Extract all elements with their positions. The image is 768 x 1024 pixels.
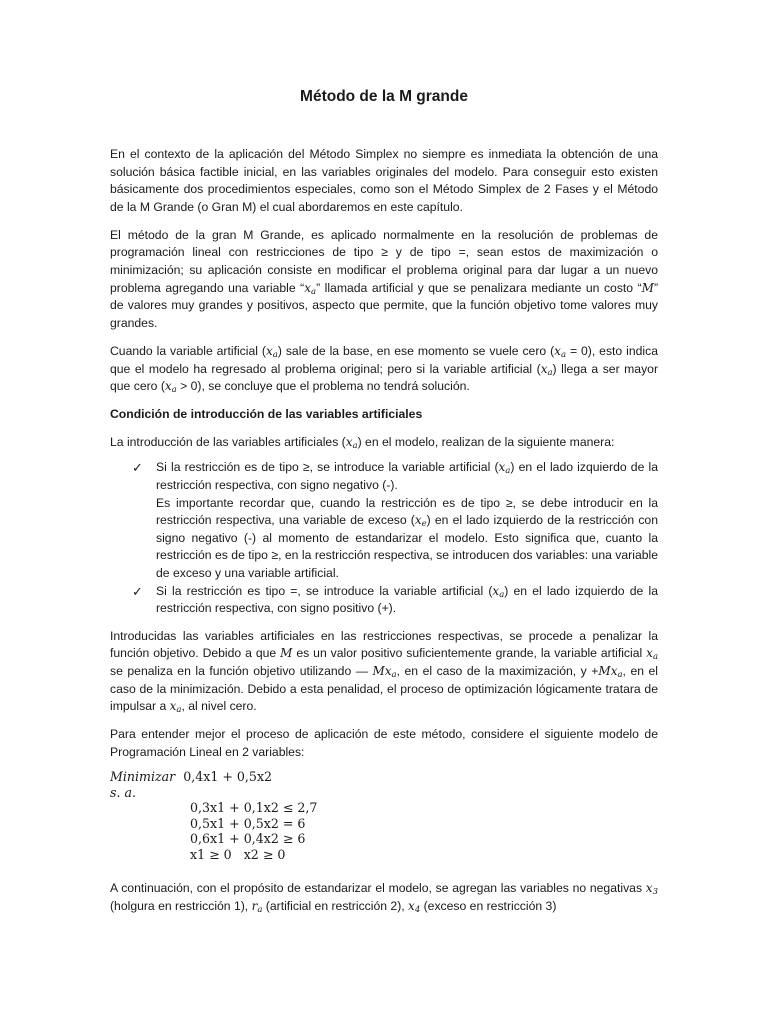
list-item: ✓ Si la restricción es tipo =, se introduce la variable artificial $(x_a)$ en el lado izquierdo de la restricción respectiva, con signo positivo (+). xyxy=(132,583,658,616)
constraint-1: 0,3x1 + 0,1x2 ≤ 2,7 xyxy=(190,800,318,816)
section-heading: Condición de introducción de las variables artificiales xyxy=(110,407,423,422)
checklist xyxy=(110,459,658,617)
constraint-2: 0,5x1 + 0,5x2 = 6 xyxy=(190,815,306,831)
paragraph-introduction-rule: La introducción de las variables artificiales $(x_a)$ en el modelo, realizan de la siguiente manera: xyxy=(110,434,615,451)
paragraph-intro: En el contexto de la aplicación del Método Simplex no siempre es inmediata la obtención de una solución básica factible inicial, en las variables originales del modelo. Para conseguir esto existen básicamente dos procedimientos especiales, como son el Método Simplex de 2 Fases y el Método de la M Grande (o Gran M) el cual abordaremos en este capítulo. xyxy=(110,147,658,214)
non-negativity-constraint: x1 ≥ 0 x2 ≥ 0 xyxy=(190,846,286,862)
paragraph-example-intro: Para entender mejor el proceso de aplicación de este método, considere el siguiente modelo de Programación Lineal en 2 variables: xyxy=(110,727,658,759)
subject-to-label: s. a. xyxy=(110,784,136,800)
document-body xyxy=(110,146,658,926)
checkmark-icon: ✓ xyxy=(132,583,143,599)
paragraph-artificial-variable: Cuando la variable artificial $(x_a)$ sale de la base, en ese momento se vuele cero $(x_a = 0)$, esto indica que el modelo ha regresado al problema original; pero si la variable artificial $(x_a)$ llega a ser mayor que cero $(x_a > 0)$, se concluye que el problema no tendrá solución. xyxy=(110,343,659,396)
constraint-3: 0,6x1 + 0,4x2 ≥ 6 xyxy=(190,831,306,847)
lp-model xyxy=(110,769,658,862)
list-item: ✓ Si la restricción es de tipo ≥, se introduce la variable artificial $(x_a)$ en el lado izquierdo de la restricción respectiva, con signo negativo (-). Es importante recordar que, cuando la restricción es de tipo ≥, se debe introducir en la restricción respectiva, una variable de exceso $(x_e)$ en el lado izquierdo de la restricción con signo negativo (-) al momento de estandarizar el modelo. Esto significa que, cuanto la restricción es de tipo ≥, en la restricción respectiva, se introducen dos variables: una variable de exceso y una variable artificial. xyxy=(132,460,658,580)
paragraph-standardization: A continuación, con el propósito de estandarizar el modelo, se agregan las variables no negativas $x_3$ (holgura en restricción 1), $r_a$ (artificial en restricción 2), $x_4$ (exceso en restricción 3) xyxy=(110,881,658,915)
objective-row: Minimizar 0,4x1 + 0,5x2 xyxy=(110,769,273,785)
document-title: Método de la M grande xyxy=(300,88,468,105)
paragraph-method-description: El método de la gran M Grande, es aplicado normalmente en la resolución de problemas de programación lineal con restricciones de tipo ≥ y de tipo =, sean estos de maximización o minimización; su aplicación consiste en modificar el problema original para dar lugar a un nuevo problema agregando una variable “$x_a$” llamada artificial y que se penalizara mediante un costo “M” de valores muy grandes y positivos, aspecto que permite, que la función objetivo tome valores muy grandes. xyxy=(110,227,659,330)
paragraph-penalty: Introducidas las variables artificiales en las restricciones respectivas, se procede a penalizar la función objetivo. Debido a que M es un valor positivo suficientemente grande, la variable artificial $x_a$ se penaliza en la función objetivo utilizando — $Mx_a$, en el caso de la maximización, $y +Mx_a$, en el caso de la minimización. Debido a esta penalidad, el proceso de optimización lógicamente tratara de impulsar a $x_a$, al nivel cero. xyxy=(110,628,659,716)
checkmark-icon: ✓ xyxy=(132,460,143,476)
